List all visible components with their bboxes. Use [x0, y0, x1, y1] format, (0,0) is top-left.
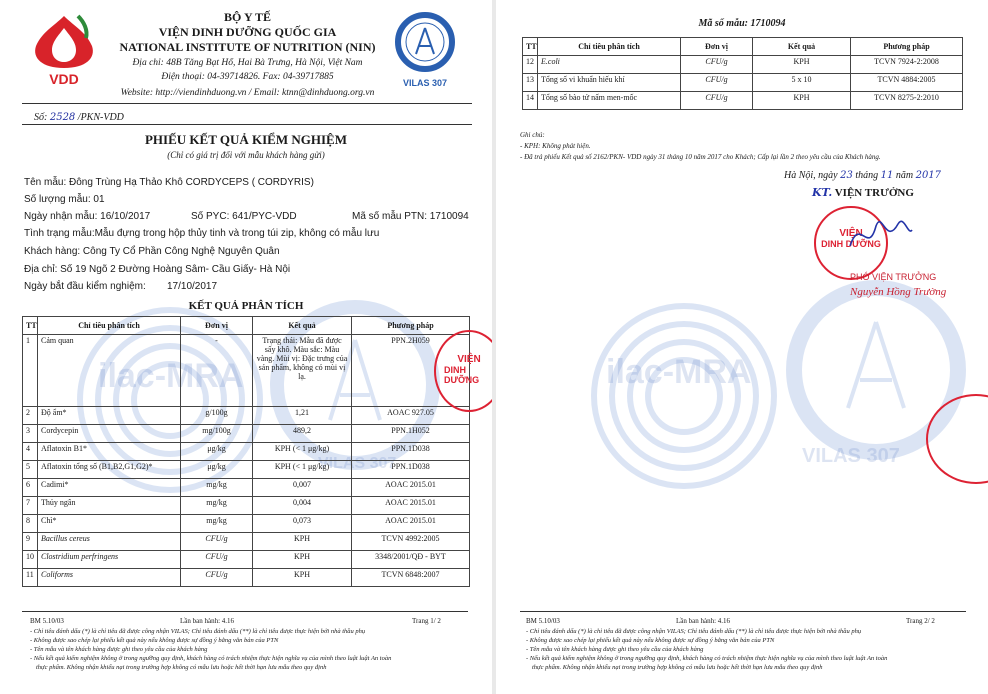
date-month-label: tháng [855, 170, 879, 181]
institute-name-vn: VIỆN DINH DƯỠNG QUỐC GIA [158, 25, 337, 39]
cell-indicator: Cordycepin [38, 425, 181, 443]
cell-result: KPH [753, 56, 851, 74]
table-row [23, 497, 470, 515]
table-row [23, 515, 470, 533]
cell-result: KPH [253, 533, 352, 551]
cell-result: KPH (< 1 μg/kg) [253, 461, 352, 479]
cell-unit: CFU/g [181, 533, 253, 551]
cell-unit: μg/kg [181, 461, 253, 479]
cell-unit: CFU/g [181, 551, 253, 569]
cell-indicator: Tổng số vi khuẩn hiếu khí [538, 74, 681, 92]
signature-mark [846, 206, 916, 266]
cell-method: AOAC 2015.01 [352, 497, 470, 515]
institute-phone: Điện thoại: 04-39714826. Fax: 04-39717885 [161, 72, 334, 82]
note-2: - Đã trả phiếu Kết quả số 2162/PKN- VDD ngày 31 tháng 10 năm 2017 cho Khách; Cấp lại lần 2 theo yêu cầu của Khách hàng. [520, 153, 881, 161]
ministry-name: BỘ Y TẾ [224, 10, 271, 24]
date-year: 2017 [915, 170, 942, 181]
cell-unit: CFU/g [681, 56, 753, 74]
cell-indicator: Aflatoxin tổng số (B1,B2,G1,G2)* [38, 461, 181, 479]
cell-method: TCVN 8275-2:2010 [851, 92, 963, 110]
issue-number: Lần ban hành: 4.16 [180, 617, 235, 625]
institute-name-en: NATIONAL INSTITUTE OF NUTRITION (NIN) [119, 40, 376, 54]
sample-condition: Tình trạng mẫu:Mẫu đựng trong hộp thủy tinh và trong túi zip, không có mẫu lưu [24, 228, 380, 239]
header2-tt: TT [523, 38, 538, 56]
cell-indicator: Coliforms [38, 569, 181, 587]
cell-result: KPH [253, 569, 352, 587]
cell-result: Trạng thái: Mẫu đã được sấy khô. Màu sắc: Màu vàng. Mùi vị: Đặc trưng của sản phẩm, không có mùi vị lạ. [253, 335, 352, 407]
cell-unit: mg/kg [181, 497, 253, 515]
cell-method: TCVN 6848:2007 [352, 569, 470, 587]
note-1: - KPH: Không phát hiện. [520, 142, 591, 150]
cell-indicator: E.coli [538, 56, 681, 74]
table-row [23, 479, 470, 497]
date-day: 23 [840, 170, 853, 181]
cell-tt: 2 [23, 407, 38, 425]
cell-tt: 4 [23, 443, 38, 461]
page2-sample-code: Mã số mẫu: 1710094 [698, 18, 786, 29]
deputy-name: Nguyễn Hồng Trường [850, 286, 947, 298]
report-page-1 [0, 0, 492, 694]
sample-count: Số lượng mẫu: 01 [24, 194, 105, 205]
cell-indicator: Aflatoxin B1* [38, 443, 181, 461]
cell-tt: 8 [23, 515, 38, 533]
footer-divider [22, 611, 468, 612]
table-row [23, 461, 470, 479]
deputy-title: PHÓ VIỆN TRƯỞNG [850, 272, 937, 282]
header-divider [22, 103, 472, 104]
header2-unit: Đơn vị [681, 38, 753, 56]
cell-unit: mg/100g [181, 425, 253, 443]
table-row [23, 425, 470, 443]
stamp-line-2: DINH DƯỠNG [444, 365, 480, 385]
cell-unit: μg/kg [181, 443, 253, 461]
cell-result: 0,073 [253, 515, 352, 533]
cell-tt: 3 [23, 425, 38, 443]
footer-divider-2 [520, 611, 966, 612]
vilas-watermark-text-2: VILAS 307 [802, 445, 900, 467]
cell-indicator: Độ ẩm* [38, 407, 181, 425]
cell-result: 0,007 [253, 479, 352, 497]
cell-unit: CFU/g [181, 569, 253, 587]
cell-unit: mg/kg [181, 515, 253, 533]
institute-address: Địa chỉ: 48B Tăng Bạt Hổ, Hai Bà Trưng, Hà Nội, Việt Nam [132, 58, 363, 68]
footnote-4: - Nếu kết quả kiểm nghiệm không ở trong ngưỡng quy định, khách hàng có trách nhiệm thực hiện nghĩa vụ của mình theo luật luật An toàn [30, 655, 392, 662]
cell-tt: 14 [523, 92, 538, 110]
report-number-value: 2528 [49, 112, 76, 123]
table-header-row [23, 317, 470, 335]
customer-address: Địa chỉ: Số 19 Ngõ 2 Đường Hoàng Sâm- Cầu Giấy- Hà Nội [24, 264, 291, 275]
report-number [34, 112, 124, 123]
table-row [23, 335, 470, 407]
document-subtitle: (Chỉ có giá trị đối với mẫu khách hàng gửi) [167, 150, 325, 160]
table-row [23, 407, 470, 425]
vilas-watermark-text: VILAS 307 [318, 455, 397, 472]
cell-method: 3348/2001/QĐ - BYT [352, 551, 470, 569]
date-prefix: Hà Nội, ngày [784, 170, 838, 181]
cell-indicator: Thủy ngân [38, 497, 181, 515]
cell-method: AOAC 927.05 [352, 407, 470, 425]
table2-header-row [523, 38, 963, 56]
institute-website: Website: http://viendinhduong.vn / Email: ktnn@dinhduong.org.vn [120, 88, 375, 98]
sign-date [784, 170, 941, 181]
footnote-3: - Tên mẫu và tên khách hàng được ghi theo yêu cầu của khách hàng [30, 646, 208, 653]
date-year-label: năm [895, 170, 914, 181]
header-unit: Đơn vị [181, 317, 253, 335]
ilac-watermark-text: ilac-MRA [98, 357, 244, 395]
header2-method: Phương pháp [851, 38, 963, 56]
cell-result: 0,004 [253, 497, 352, 515]
footnote-2: - Không được sao chép lại phiếu kết quả này nếu không được sự đồng ý bằng văn bản của PTN [30, 637, 279, 644]
cell-unit: CFU/g [681, 74, 753, 92]
results-table [22, 316, 470, 587]
report-page-2 [496, 0, 988, 694]
document-title: PHIẾU KẾT QUẢ KIỂM NGHIỆM [144, 132, 347, 147]
table-row [523, 92, 963, 110]
header2-indicator: Chỉ tiêu phân tích [538, 38, 681, 56]
customer-name: Khách hàng: Công Ty Cổ Phần Công Nghệ Nguyên Quân [24, 246, 280, 257]
report-number-label: Số: [34, 112, 48, 123]
cell-method: PPN.2H059 [352, 335, 470, 407]
cell-result: KPH [753, 92, 851, 110]
cell-result: KPH (< 1 μg/kg) [253, 443, 352, 461]
number-divider [22, 124, 472, 125]
signer-title [812, 186, 914, 199]
signer-title-text: VIỆN TRƯỞNG [834, 187, 914, 199]
cell-tt: 7 [23, 497, 38, 515]
vdd-logo [24, 10, 104, 88]
cell-unit: mg/kg [181, 479, 253, 497]
header-result: Kết quả [253, 317, 352, 335]
start-date-value: 17/10/2017 [167, 281, 218, 292]
cell-tt: 11 [23, 569, 38, 587]
cell-result: 5 x 10 [753, 74, 851, 92]
cell-unit: - [181, 335, 253, 407]
pyc-number: Số PYC: 641/PYC-VDD [191, 211, 297, 222]
footnote2-1: - Chỉ tiêu đánh dấu (*) là chỉ tiêu đã được công nhận VILAS; Chỉ tiêu đánh dấu (**) là chỉ tiêu được thực hiện bởi nhà thầu phụ [526, 628, 862, 635]
cell-indicator: Clostridium perfringens [38, 551, 181, 569]
header-tt: TT [23, 317, 38, 335]
header-indicator: Chỉ tiêu phân tích [38, 317, 181, 335]
cell-method: PPN.1H052 [352, 425, 470, 443]
cell-indicator: Bacillus cereus [38, 533, 181, 551]
cell-method: AOAC 2015.01 [352, 479, 470, 497]
page-number-2: Trang 2/ 2 [906, 617, 935, 625]
results-section-title: KẾT QUẢ PHÂN TÍCH [188, 300, 304, 312]
signer-prefix: KT. [812, 186, 833, 199]
footnote-5: thực phẩm. Không nhận khiếu nại trong trường hợp không có mẫu lưu hoặc hết thời hạn lưu mẫu theo quy định [36, 664, 327, 671]
footnote2-3: - Tên mẫu và tên khách hàng được ghi theo yêu cầu của khách hàng [526, 646, 704, 653]
stamp-line-1: VIỆN [457, 354, 481, 365]
header2-result: Kết quả [753, 38, 851, 56]
cell-result: 489,2 [253, 425, 352, 443]
start-date-label: Ngày bắt đầu kiểm nghiệm: [24, 281, 146, 292]
cell-tt: 5 [23, 461, 38, 479]
sample-name: Tên mẫu: Đông Trùng Hạ Thảo Khô CORDYCEPS ( CORDYRIS) [24, 177, 314, 188]
page-number: Trang 1/ 2 [412, 617, 441, 625]
sign-stamp-line-1: VIỆN [839, 228, 863, 239]
cell-method: TCVN 4992:2005 [352, 533, 470, 551]
cell-indicator: Tổng số bào tử nấm men-mốc [538, 92, 681, 110]
report-number-suffix: /PKN-VDD [77, 112, 124, 123]
cell-tt: 10 [23, 551, 38, 569]
cell-tt: 12 [523, 56, 538, 74]
table-row [23, 551, 470, 569]
table-row [523, 74, 963, 92]
header-method: Phương pháp [352, 317, 470, 335]
cell-method: AOAC 2015.01 [352, 515, 470, 533]
form-code: BM 5.10/03 [30, 617, 64, 625]
cell-method: PPN.1D038 [352, 461, 470, 479]
form-code-2: BM 5.10/03 [526, 617, 560, 625]
footnote2-5: thực phẩm. Không nhận khiếu nại trong trường hợp không có mẫu lưu hoặc hết thời hạn lưu mẫu theo quy định [532, 664, 823, 671]
cell-tt: 9 [23, 533, 38, 551]
cell-method: TCVN 4884:2005 [851, 74, 963, 92]
table-row [23, 533, 470, 551]
cell-result: 1,21 [253, 407, 352, 425]
received-date: Ngày nhận mẫu: 16/10/2017 [24, 211, 151, 222]
cell-tt: 6 [23, 479, 38, 497]
badge-code: VILAS 307 [402, 78, 448, 88]
table-row [523, 56, 963, 74]
footnote2-2: - Không được sao chép lại phiếu kết quả này nếu không được sự đồng ý bằng văn bản của PTN [526, 637, 775, 644]
sign-stamp-line-2: DINH DƯỠNG [821, 239, 881, 249]
issue-number-2: Lần ban hành: 4.16 [676, 617, 731, 625]
cell-tt: 1 [23, 335, 38, 407]
cell-method: TCVN 7924-2:2008 [851, 56, 963, 74]
table-row [23, 569, 470, 587]
notes-title: Ghi chú: [520, 131, 545, 139]
ilac-watermark-text-2: ilac-MRA [606, 353, 752, 391]
cell-unit: CFU/g [681, 92, 753, 110]
cell-unit: g/100g [181, 407, 253, 425]
table-row [23, 443, 470, 461]
ptn-code: Mã số mẫu PTN: 1710094 [352, 211, 469, 222]
cell-indicator: Cadimi* [38, 479, 181, 497]
results-table-continued [522, 37, 963, 110]
cell-tt: 13 [523, 74, 538, 92]
ilac-watermark-rings-2 [584, 296, 784, 496]
date-month: 11 [880, 170, 894, 181]
cell-indicator: Chì* [38, 515, 181, 533]
logo-text: VDD [49, 71, 79, 87]
cell-result: KPH [253, 551, 352, 569]
cell-indicator: Cảm quan [38, 335, 181, 407]
footnote2-4: - Nếu kết quả kiểm nghiệm không ở trong ngưỡng quy định, khách hàng có trách nhiệm thực hiện nghĩa vụ của mình theo luật luật An toàn [526, 655, 888, 662]
accreditation-badge [392, 12, 458, 90]
footnote-1: - Chỉ tiêu đánh dấu (*) là chỉ tiêu đã được công nhận VILAS; Chỉ tiêu đánh dấu (**) là chỉ tiêu được thực hiện bởi nhà thầu phụ [30, 628, 366, 635]
cell-method: PPN.1D038 [352, 443, 470, 461]
